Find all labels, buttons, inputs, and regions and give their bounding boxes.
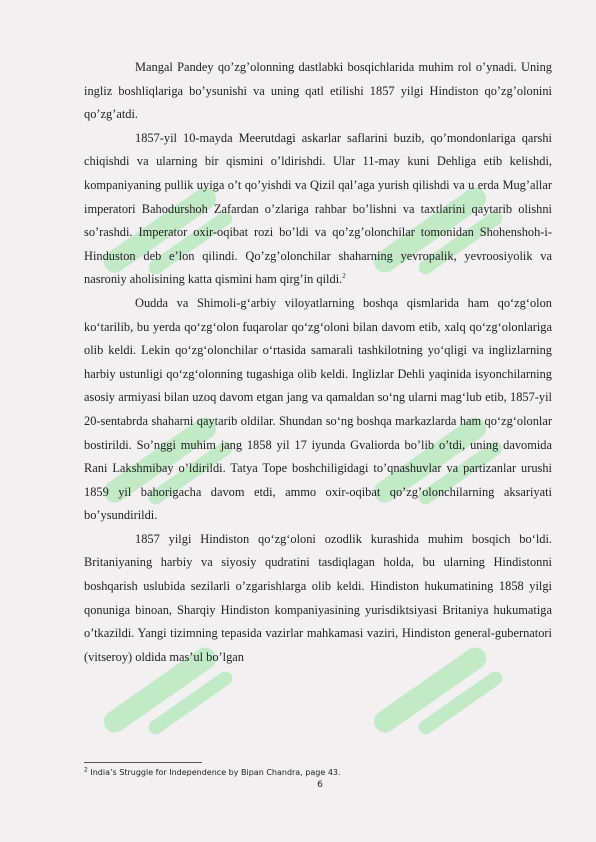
page-number: 6 — [317, 780, 323, 790]
paragraph-text: 1857-yil 10-mayda Meerutdagi askarlar saflarini buzib, qo’mondonlariga qarshi chiqishdi va ularning bir qismini o’ldirishdi. Ular 11-may kuni Dehliga etib kelishdi, kompaniyaning pullik uyiga o’t qo’yishdi va Qizil qal’aga yurish qilishdi va u erda Mug’allar imperatori Bahodurshoh Zafardan o’zlariga rahbar bo’lishni va taxtlarini qaytarib olishni so’rashdi. Imperator oxir-oqibat rozi bo’ldi va qo’zg’olonchilar tomonidan Shohenshoh-i-Hinduston deb e’lon qilindi. Qo’zg’olonchilar shaharning yevropalik, yevroosiyolik va nasroniy aholisining katta qismini ham qirg’in qildi. — [84, 130, 552, 287]
footnote-separator — [84, 762, 202, 763]
footnote-marker: 2 — [84, 766, 88, 774]
paragraph: 1857 yilgi Hindiston qo‘zg‘oloni ozodlik kurashida muhim bosqich bo‘ldi. Britaniyaning harbiy va siyosiy qudratini tasdiqlagan holda, bu ularning Hindistonni boshqarish uslubida sezilarli o’zgarishlarga olib keldi. Hindiston hukumatining 1858 yilgi qonuniga binoan, Sharqiy Hindiston kompaniyasining yurisdiktsiyasi Britaniya hukumatiga o’tkazildi. Yangi tizimning tepasida vazirlar mahkamasi vaziri, Hindiston general-gubernatori (vitseroy) oldida mas’ul bo’lgan — [84, 531, 552, 664]
body-text — [84, 56, 552, 669]
footnote — [84, 768, 341, 777]
paragraph-with-footnote — [84, 127, 552, 292]
paragraph: Oudda va Shimoli-g‘arbiy viloyatlarning boshqa qismlarida ham qo‘zg‘olon ko‘tarilib, bu yerda qo‘zg‘olon fuqarolar qo‘zg‘oloni bilan davom etib, xalq qo‘zg‘olonlariga olib keldi. Lekin qo‘zg‘olonchilar o‘rtasida samarali tashkilotning yo‘qligi va inglizlarning harbiy ustunligi qo‘zg‘olonning tugashiga olib keldi. Inglizlar Dehli yaqinida isyonchilarning asosiy armiyasi bilan uzoq davom etgan jang va qamaldan so‘ng ularni mag‘lub etib, 1857-yil 20-sentabrda shaharni qaytarib oldilar. Shundan so‘ng boshqa markazlarda ham qo‘zg‘olonlar bostirildi. So’nggi muhim jang 1858 yil 17 iyunda Gvaliorda bo’lib o’tdi, uning davomida Rani Lakshmibay o’ldirildi. Tatya Tope boshchiligidagi to’qnashuvlar va partizanlar urushi 1859 yil bahorigacha davom etdi, ammo oxir-oqibat qo’zg’olonchilarning aksariyati bo’ysundirildi. — [84, 295, 552, 523]
footnote-text: India’s Struggle for Independence by Bipan Chandra, page 43. — [87, 768, 341, 777]
paragraph: Mangal Pandey qo’zg’olonning dastlabki bosqichlarida muhim rol o’ynadi. Uning ingliz boshliqlariga bo’ysunishi va uning qatl etilishi 1857 yilgi Hindiston qo’zg’olonini qo’zg’atdi. — [84, 60, 552, 122]
footnote-ref[interactable]: 2 — [342, 272, 346, 281]
